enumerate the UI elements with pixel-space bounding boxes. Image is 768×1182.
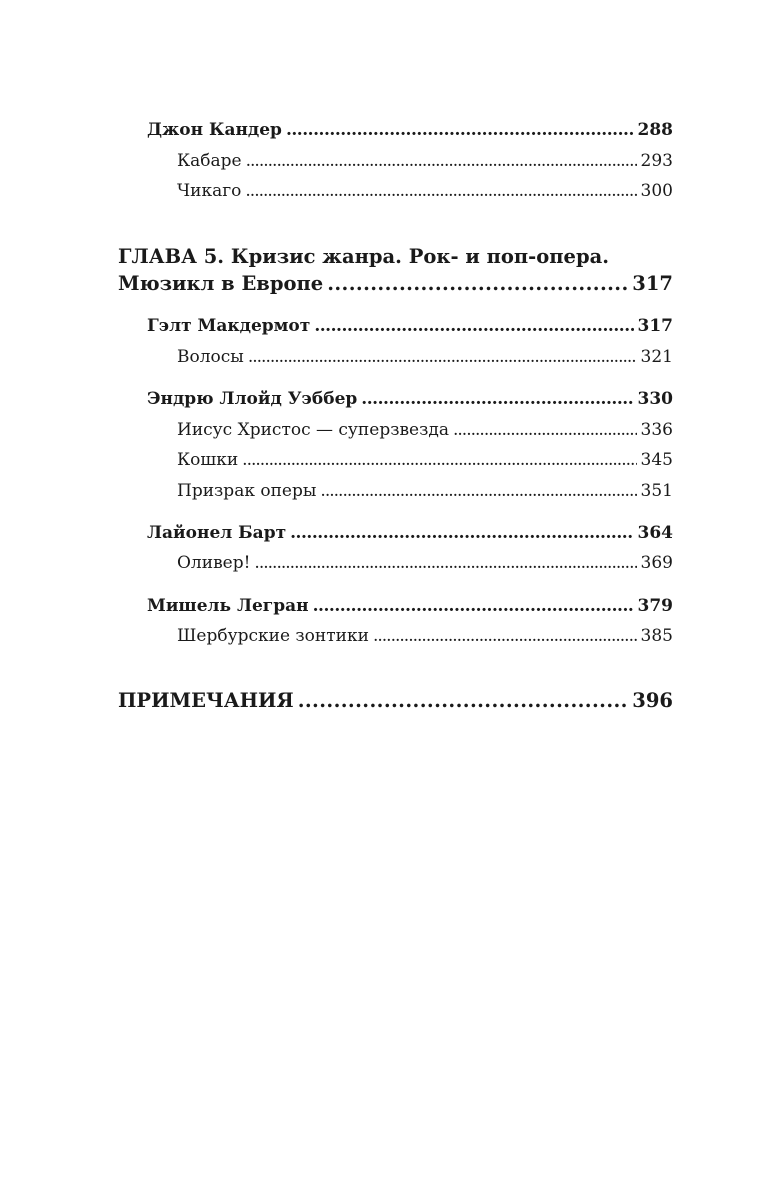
toc-entry-page: 379 [637, 596, 673, 616]
toc-entry-author [147, 389, 673, 415]
toc-entry-page: 317 [632, 272, 673, 295]
toc-entry-label: Иисус Христос — суперзвезда [177, 420, 449, 440]
toc-entry-page: 345 [640, 450, 673, 470]
leader-dots [327, 272, 628, 295]
toc-entry-label: Лайонел Барт [147, 523, 287, 543]
chapter-title-line1: ГЛАВА 5. Кризис жанра. Рок- и поп-опера. [118, 245, 610, 268]
toc-entry-label: Призрак оперы [177, 481, 317, 501]
toc-entry-label: Мишель Легран [147, 596, 309, 616]
toc-entry-label: Волосы [177, 347, 244, 367]
toc-entry-page: 330 [637, 389, 673, 409]
toc-entry-work [177, 626, 673, 652]
toc-entry-page: 385 [640, 626, 673, 646]
toc-entry-work [177, 181, 673, 207]
leader-dots [242, 450, 636, 470]
toc-entry-work [177, 151, 673, 177]
toc-entry-page: 317 [637, 316, 673, 336]
toc-entry-label: Кабаре [177, 151, 242, 171]
toc-entry-work [177, 347, 673, 373]
toc-entry-page: 364 [637, 523, 673, 543]
toc-entry-label: Чикаго [177, 181, 242, 201]
leader-dots [248, 347, 637, 367]
toc-entry-page: 288 [637, 120, 673, 140]
leader-dots [453, 420, 637, 440]
toc-entry-label: Оливер! [177, 553, 251, 573]
toc-entry-label: ПРИМЕЧАНИЯ [118, 689, 294, 712]
leader-dots [298, 689, 629, 712]
leader-dots [254, 553, 636, 573]
toc-entry-work [177, 553, 673, 579]
toc-entry-page: 396 [632, 689, 673, 712]
toc-entry-label: Эндрю Ллойд Уэббер [147, 389, 358, 409]
leader-dots [313, 596, 634, 616]
toc-entry-label: Кошки [177, 450, 239, 470]
leader-dots [373, 626, 637, 646]
leader-dots [286, 120, 634, 140]
chapter-title-line2: Мюзикл в Европе [118, 272, 324, 295]
toc-entry-work [177, 420, 673, 446]
toc-entry-label: Джон Кандер [147, 120, 282, 140]
toc-entry-author [147, 596, 673, 622]
toc-entry-author [147, 120, 673, 146]
toc-entry-work [177, 450, 673, 476]
toc-entry-page: 336 [640, 420, 673, 440]
toc-entry-page: 369 [640, 553, 673, 573]
toc-entry-notes [118, 689, 673, 719]
toc-entry-author [147, 316, 673, 342]
toc-entry-page: 321 [640, 347, 673, 367]
toc-entry-chapter [118, 272, 673, 302]
toc-entry-author [147, 523, 673, 549]
leader-dots [245, 181, 636, 201]
leader-dots [314, 316, 633, 336]
toc-entry-page: 351 [640, 481, 673, 501]
leader-dots [246, 151, 637, 171]
toc-entry-page: 293 [640, 151, 673, 171]
toc-entry-work [177, 481, 673, 507]
leader-dots [290, 523, 633, 543]
toc-entry-page: 300 [640, 181, 673, 201]
toc-entry-label: Гэлт Макдермот [147, 316, 311, 336]
leader-dots [361, 389, 633, 409]
toc-entry-label: Шербурские зонтики [177, 626, 369, 646]
leader-dots [320, 481, 636, 501]
